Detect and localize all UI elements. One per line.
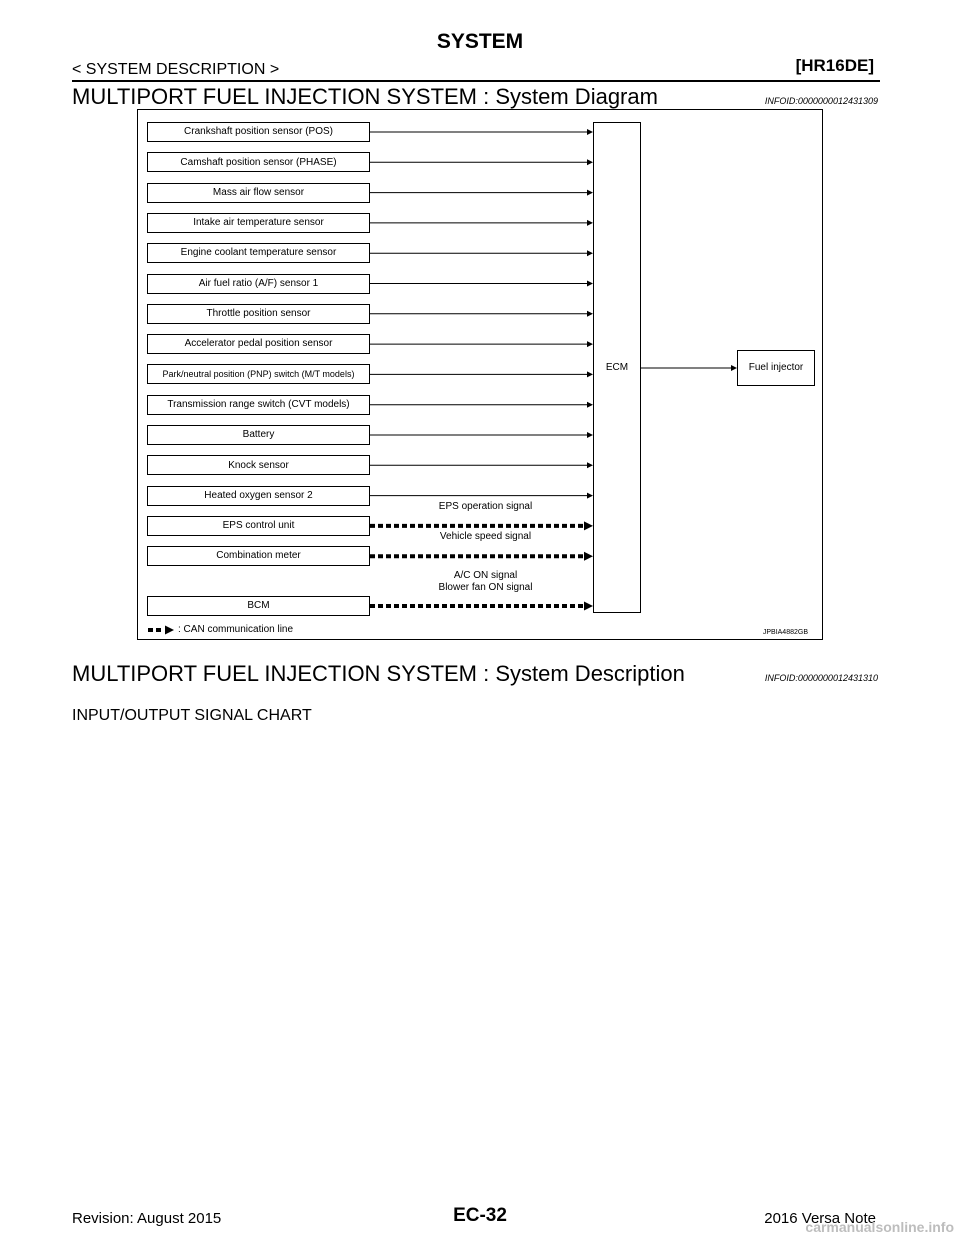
input-box: Transmission range switch (CVT models) xyxy=(147,395,370,415)
signal-label xyxy=(398,570,573,594)
can-line-arrowhead xyxy=(584,602,593,611)
input-box: Park/neutral position (PNP) switch (M/T models) xyxy=(147,364,370,384)
input-box: Throttle position sensor xyxy=(147,304,370,324)
system-description-infoid: INFOID:0000000012431310 xyxy=(764,673,878,683)
system-description-heading: MULTIPORT FUEL INJECTION SYSTEM : System Description xyxy=(72,661,685,686)
page-title: SYSTEM xyxy=(436,30,524,53)
input-box: Knock sensor xyxy=(147,455,370,475)
diagram-reference-code: JPBIA4882GB xyxy=(762,629,808,636)
io-signal-chart-heading: INPUT/OUTPUT SIGNAL CHART xyxy=(72,707,312,724)
input-box: EPS control unit xyxy=(147,516,370,536)
signal-label xyxy=(398,501,573,513)
input-box: Crankshaft position sensor (POS) xyxy=(147,122,370,142)
watermark: carmanualsonline.info xyxy=(805,1219,954,1235)
section-breadcrumb: < SYSTEM DESCRIPTION > xyxy=(72,61,280,78)
system-diagram-heading: MULTIPORT FUEL INJECTION SYSTEM : System Diagram xyxy=(72,84,658,109)
input-box: BCM xyxy=(147,596,370,616)
input-box: Battery xyxy=(147,425,370,445)
footer-revision: Revision: August 2015 xyxy=(72,1210,222,1227)
input-box: Accelerator pedal position sensor xyxy=(147,334,370,354)
footer-page-number: EC-32 xyxy=(453,1205,507,1226)
input-box: Camshaft position sensor (PHASE) xyxy=(147,152,370,172)
fuel-injector-box: Fuel injector xyxy=(737,350,815,386)
header-rule xyxy=(72,80,880,82)
system-diagram xyxy=(137,109,823,640)
signal-label-line: EPS operation signal xyxy=(438,500,533,512)
can-legend: : CAN communication line xyxy=(178,624,294,635)
system-diagram-infoid: INFOID:0000000012431309 xyxy=(764,96,878,106)
input-box: Mass air flow sensor xyxy=(147,183,370,203)
signal-label-line: Vehicle speed signal xyxy=(439,531,532,543)
input-box: Combination meter xyxy=(147,546,370,566)
input-box: Intake air temperature sensor xyxy=(147,213,370,233)
signal-label-line: A/C ON signal xyxy=(453,570,518,581)
can-legend-arrowhead xyxy=(165,626,174,635)
footer-model: 2016 Versa Note xyxy=(764,1210,876,1227)
input-box: Engine coolant temperature sensor xyxy=(147,243,370,263)
input-box: Heated oxygen sensor 2 xyxy=(147,486,370,506)
can-line-arrowhead xyxy=(584,521,593,530)
engine-model-tag: [HR16DE] xyxy=(795,56,874,75)
signal-label-line: Blower fan ON signal xyxy=(438,582,533,593)
signal-label xyxy=(398,531,573,543)
ecm-box: ECM xyxy=(593,122,641,613)
input-box: Air fuel ratio (A/F) sensor 1 xyxy=(147,274,370,294)
can-line-arrowhead xyxy=(584,552,593,561)
